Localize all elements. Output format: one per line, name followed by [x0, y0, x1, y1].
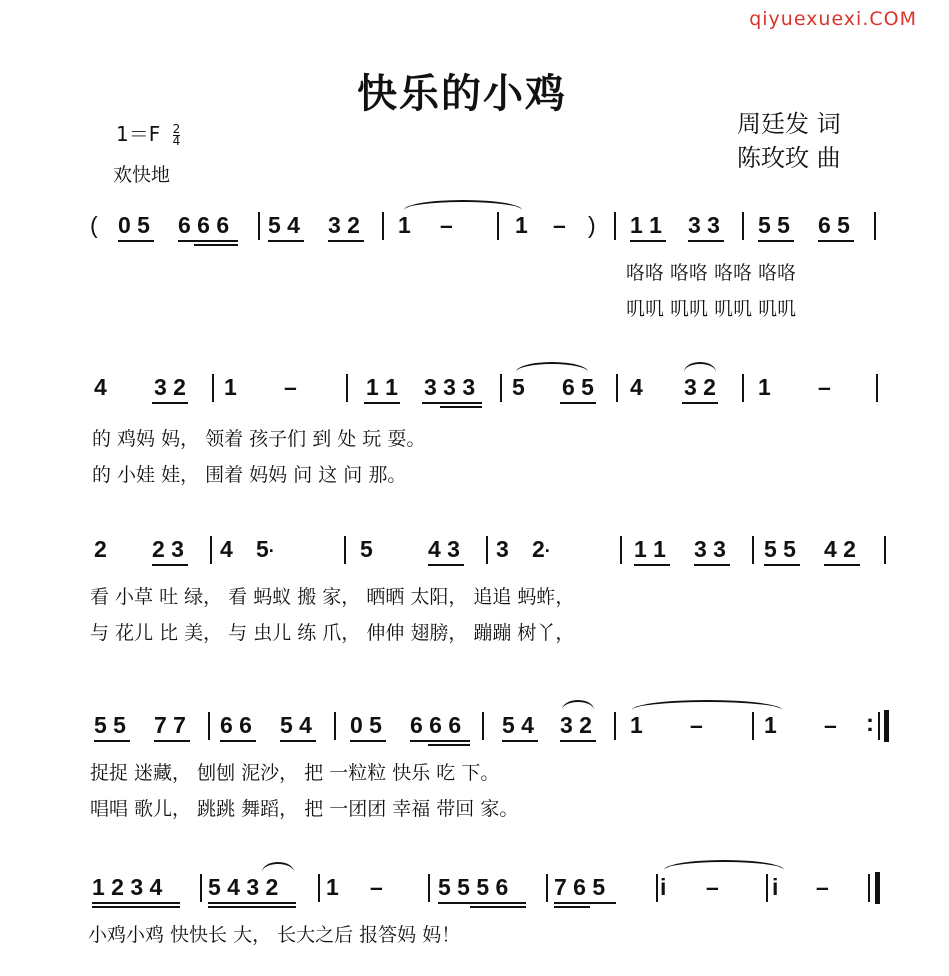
notation-line-4: 5 5 7 7 6 6 5 4 0 5 6 6 6 5 4 3 2 1 – 1 – :: [94, 710, 874, 738]
lyric-line-4-verse-2: 唱唱 歌儿， 跳跳 舞蹈， 把 一团团 幸福 带回 家。: [90, 798, 519, 820]
notation-line-1: ( 0 5 6 6 6 5 4 3 2 1 – 1 – ) 1 1 3 3 5 5 6 5: [90, 212, 850, 238]
tempo-marking: 欢快地: [113, 164, 171, 186]
lyric-line-1-verse-1: 咯咯 咯咯 咯咯 咯咯: [626, 262, 797, 284]
song-title: 快乐的小鸡: [357, 71, 567, 117]
notation-line-3: 2 2 3 4 5· 5 4 3 3 2· 1 1 3 3 5 5 4 2: [94, 536, 856, 562]
composer-credit: 陈玫玫 曲: [737, 144, 841, 172]
time-signature: $\frac{2}{4}$: [172, 122, 181, 148]
lyric-line-3-verse-1: 看 小草 吐 绿， 看 蚂蚁 搬 家， 晒晒 太阳， 追追 蚂蚱，: [90, 586, 575, 608]
notation-line-5: 1 2 3 4 5 4 3 2 1 – 5 5 5 6 7 6 5 i – i –: [92, 874, 829, 900]
lyric-line-2-verse-2: 的 小娃 娃， 围着 妈妈 问 这 问 那。: [92, 464, 407, 486]
lyric-line-3-verse-2: 与 花儿 比 美， 与 虫儿 练 爪， 伸伸 翅膀， 蹦蹦 树丫，: [90, 622, 575, 644]
lyricist-credit: 周廷发 词: [737, 110, 841, 138]
lyric-line-5: 小鸡小鸡 快快长 大， 长大之后 报答妈 妈！: [88, 924, 461, 946]
lyric-line-1-verse-2: 叽叽 叽叽 叽叽 叽叽: [626, 298, 797, 320]
notation-line-2: 4 3 2 1 – 1 1 3 3 3 5 6 5 4 3 2 1 –: [94, 374, 831, 400]
lyric-line-2-verse-1: 的 鸡妈 妈， 领着 孩子们 到 处 玩 耍。: [92, 428, 426, 450]
site-watermark: qiyuexuexi.COM: [749, 8, 917, 30]
lyric-line-4-verse-1: 捉捉 迷藏， 刨刨 泥沙， 把 一粒粒 快乐 吃 下。: [90, 762, 500, 784]
key-signature: 1＝F $\frac{2}{4}$: [116, 122, 181, 148]
